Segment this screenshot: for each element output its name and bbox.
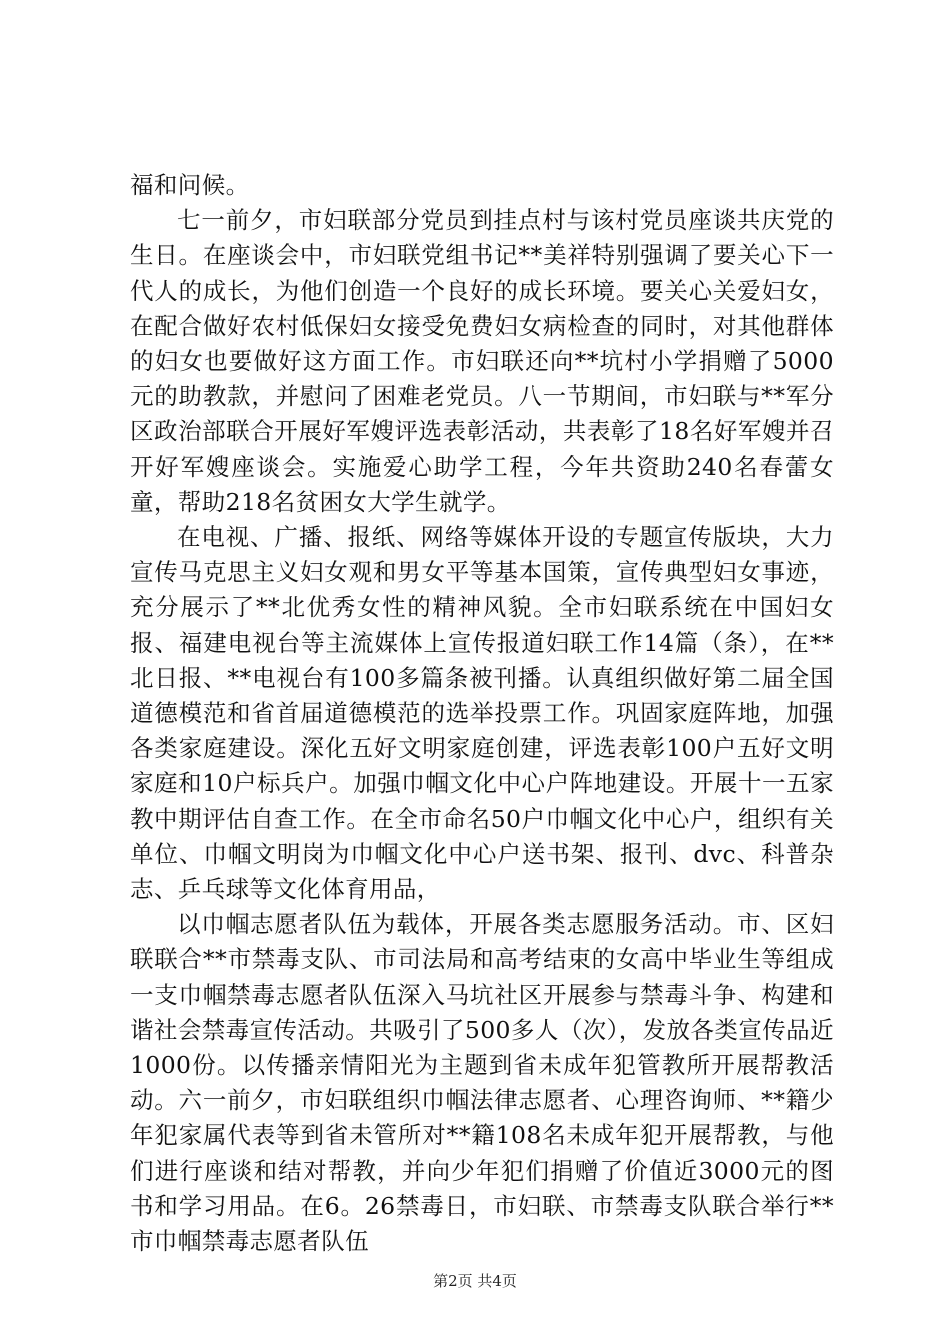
paragraph-continuation: 福和问候。 <box>130 171 250 199</box>
paragraph-volunteer-activities: 以巾帼志愿者队伍为载体，开展各类志愿服务活动。市、区妇联联合**市禁毒支队、市司法局和高考结束的女高中毕业生等组成一支巾帼禁毒志愿者队伍深入马坑社区开展参与禁毒斗争、构建和谐社会禁毒宣传活动。共吸引了500多人（次），发放各类宣传品近1000份。以传播亲情阳光为主题到省未成年犯管教所开展帮教活动。六一前夕，市妇联组织巾帼法律志愿者、心理咨询师、**籍少年犯家属代表等到省未管所对**籍108名未成年犯开展帮教，与他们进行座谈和结对帮教，并向少年犯们捐赠了价值近3000元的图书和学习用品。在6。26禁毒日，市妇联、市禁毒支队联合举行**市巾帼禁毒志愿者队伍 <box>130 910 834 1256</box>
page-number: 第2页 共4页 <box>433 1272 517 1290</box>
paragraph-party-anniversary: 七一前夕，市妇联部分党员到挂点村与该村党员座谈共庆党的生日。在座谈会中，市妇联党组书记**美祥特别强调了要关心下一代人的成长，为他们创造一个良好的成长环境。要关心关爱妇女，在配合做好农村低保妇女接受免费妇女病检查的同时，对其他群体的妇女也要做好这方面工作。市妇联还向**坑村小学捐赠了5000元的助教款，并慰问了困难老党员。八一节期间，市妇联与**军分区政治部联合开展好军嫂评选表彰活动，共表彰了18名好军嫂并召开好军嫂座谈会。实施爱心助学工程，今年共资助240名春蕾女童，帮助218名贫困女大学生就学。 <box>130 206 834 516</box>
paragraph-media-publicity: 在电视、广播、报纸、网络等媒体开设的专题宣传版块，大力宣传马克思主义妇女观和男女平等基本国策，宣传典型妇女事迹，充分展示了**北优秀女性的精神风貌。全市妇联系统在中国妇女报、福建电视台等主流媒体上宣传报道妇联工作14篇（条），在**北日报、**电视台有100多篇条被刊播。认真组织做好第二届全国道德模范和省首届道德模范的选举投票工作。巩固家庭阵地，加强各类家庭建设。深化五好文明家庭创建，评选表彰100户五好文明家庭和10户标兵户。加强巾帼文化中心户阵地建设。开展十一五家教中期评估自查工作。在全市命名50户巾帼文化中心户，组织有关单位、巾帼文明岗为巾帼文化中心户送书架、报刊、dvc、科普杂志、乒乓球等文化体育用品， <box>130 523 834 904</box>
document-body <box>130 168 834 1259</box>
page-footer <box>0 1271 950 1291</box>
